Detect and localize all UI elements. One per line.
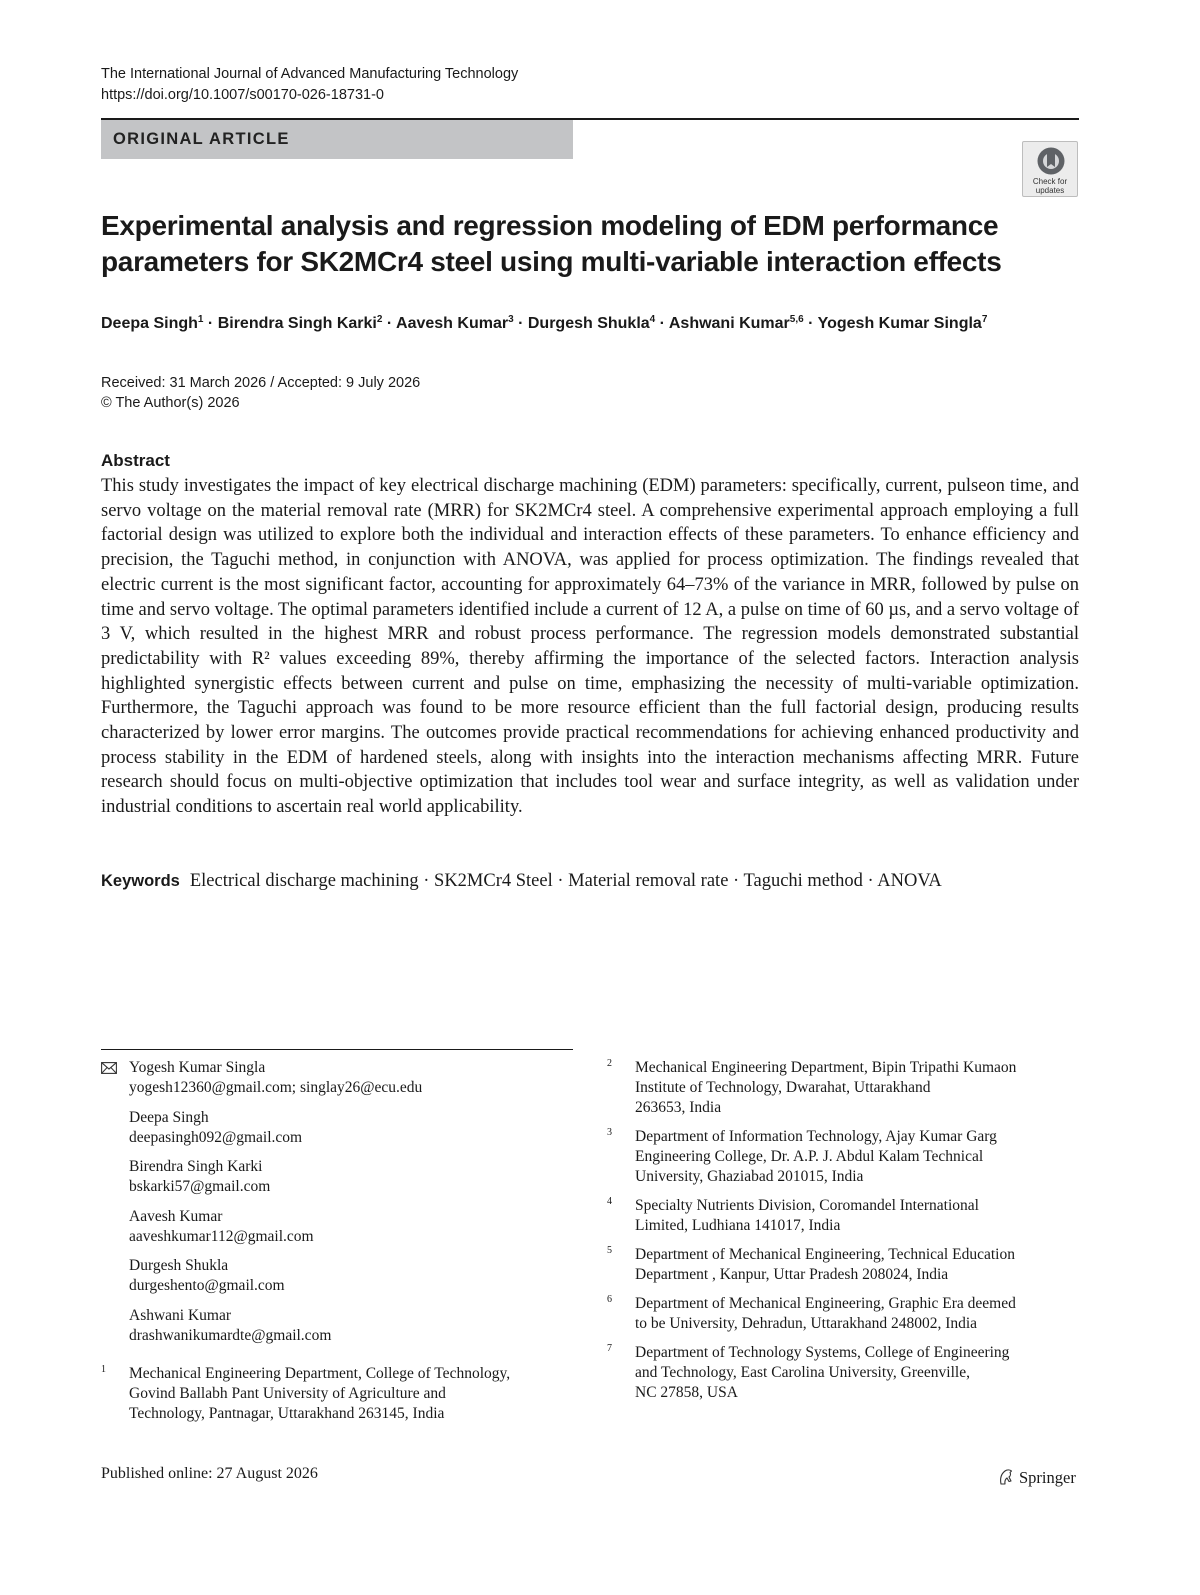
affiliation [607,1294,1067,1334]
affiliation-number: 1 [101,1364,106,1375]
affiliation-line: NC 27858, USA [635,1384,738,1401]
contact-name: Aavesh Kumar [129,1207,223,1225]
affiliation [101,1364,561,1424]
affiliations-right [607,1058,1067,1412]
author-separator: · [203,315,218,332]
author-separator: · [382,315,397,332]
contact-email[interactable]: durgeshento@gmail.com [129,1277,285,1294]
author-separator: · [803,315,818,332]
author-list [101,312,1101,336]
article-type-label: ORIGINAL ARTICLE [113,130,290,148]
contact-name: Deepa Singh [129,1108,209,1126]
affiliation [607,1127,1067,1187]
affiliation-number: 2 [607,1058,612,1069]
contact-name: Yogesh Kumar Singla [129,1059,266,1076]
contact-entry [101,1108,581,1148]
affiliation-line: and Technology, East Carolina University, Greenville, [635,1364,970,1381]
contact-name: Birendra Singh Karki [129,1158,263,1175]
springer-horse-icon [997,1468,1015,1486]
affiliation-line: Govind Ballabh Pant University of Agriculture and [129,1385,446,1402]
publisher-logo[interactable] [997,1468,1076,1488]
affiliation [607,1245,1067,1285]
keywords [101,869,1079,893]
affiliation-number: 4 [607,1196,612,1207]
keywords-label: Keywords [101,872,180,890]
affiliation-line: 263653, India [635,1099,722,1116]
article-dates [101,373,420,413]
affiliation [607,1196,1067,1236]
affiliation [607,1058,1067,1118]
author[interactable]: Aavesh Kumar$^3$ [396,314,514,332]
envelope-icon [101,1062,117,1074]
check-updates-line1: Check for [1032,177,1068,186]
affiliation-line: Department of Mechanical Engineering, Graphic Era deemed [635,1295,1016,1312]
author-separator: · [513,315,528,332]
affiliation-line: Institute of Technology, Dwarahat, Uttarakhand [635,1079,931,1096]
journal-name: The International Journal of Advanced Manufacturing Technology [101,66,519,82]
affiliation-number: 7 [607,1343,612,1354]
affiliation-number: 6 [607,1294,612,1305]
affiliation [607,1343,1067,1403]
received-accepted: Received: 31 March 2026 / Accepted: 9 July 2026 [101,375,421,391]
footnote-rule [101,1049,573,1050]
article-title: Experimental analysis and regression modeling of EDM performance parameters for SK2MCr4 steel using multi-variable interaction effects [101,210,1002,277]
affiliation-line: Technology, Pantnagar, Uttarakhand 263145, India [129,1405,445,1422]
affiliation-line: Mechanical Engineering Department, Bipin Tripathi Kumaon [635,1059,1017,1076]
affiliation-number: 3 [607,1127,612,1138]
affiliation-line: Department of Mechanical Engineering, Technical Education [635,1246,1015,1263]
contact-entry [101,1256,581,1296]
author[interactable]: Birendra Singh Karki$^2$ [217,314,383,332]
published-online: Published online: 27 August 2026 [101,1465,318,1482]
contact-entry [101,1058,581,1098]
contact-entry [101,1207,581,1247]
check-for-updates-button[interactable] [1022,141,1078,197]
copyright: © The Author(s) 2026 [101,395,240,411]
affiliation-line: Mechanical Engineering Department, College of Technology, [129,1365,511,1382]
doi-link[interactable]: https://doi.org/10.1007/s00170-026-18731-0 [101,87,384,103]
journal-header [101,64,518,106]
author[interactable]: Ashwani Kumar$^{5,6}$ [668,314,804,332]
affiliation-line: Department of Technology Systems, College of Engineering [635,1344,1010,1361]
corresponding-contacts [101,1058,581,1355]
contact-email[interactable]: drashwanikumardte@gmail.com [129,1326,332,1344]
affiliation-line: Engineering College, Dr. A.P. J. Abdul Kalam Technical [635,1148,984,1165]
affiliation-line: Limited, Ludhiana 141017, India [635,1217,841,1234]
contact-entry [101,1157,581,1197]
author[interactable]: Yogesh Kumar Singla$^7$ [817,314,988,332]
affiliation-line: University, Ghaziabad 201015, India [635,1168,864,1185]
contact-email[interactable]: aaveshkumar112@gmail.com [129,1227,314,1245]
contact-email[interactable]: yogesh12360@gmail.com; singlay26@ecu.edu [129,1079,423,1096]
affiliation-number: 5 [607,1245,612,1256]
abstract-text: This study investigates the impact of key electrical discharge machining (EDM) parameters: specifically, current, pulseon time, and servo voltage on the material removal rate (MRR) for SK2MCr4 steel. A comprehensive experimental approach employing a full factorial design was utilized to explore both the individual and interaction effects of these parameters. To enhance efficiency and precision, the Taguchi method, in conjunction with ANOVA, was applied for process optimization. The findings revealed that electric current is the most significant factor, accounting for approximately 64–73% of the variance in MRR, followed by pulse on time and servo voltage. The optimal parameters identified include a current of 12 A, a pulse on time of 60 µs, and a servo voltage of 3 V, which resulted in the highest MRR and robust process performance. The regression models demonstrated substantial predictability with R² values exceeding 89%, thereby affirming the importance of the selected factors. Interaction analysis highlighted synergistic effects between current and pulse on time, emphasizing the necessity of multi-variable optimization. Furthermore, the Taguchi approach was found to be more resource efficient than the full factorial design, producing results characterized by lower error margins. The outcomes provide practical recommendations for achieving enhanced productivity and process stability in the EDM of hardened steels, along with insights into the interaction mechanisms affecting MRR. Future research should focus on multi-objective optimization that includes tool wear and surface integrity, as well as validation under industrial conditions to ascertain real world applicability. [101,476,1079,818]
publisher-name: Springer [1019,1468,1076,1487]
keywords-text: Electrical discharge machining · SK2MCr4 Steel · Material removal rate · Taguchi method · ANOVA [189,871,942,891]
abstract-heading: Abstract [101,451,170,470]
affiliation-line: Specialty Nutrients Division, Coromandel International [635,1197,979,1214]
affiliation-line: to be University, Dehradun, Uttarakhand 248002, India [635,1315,978,1332]
bookmark-badge-icon [1036,146,1066,176]
contact-name: Ashwani Kumar [129,1306,232,1324]
contact-name: Durgesh Shukla [129,1257,229,1274]
check-updates-line2: updates [1035,185,1065,195]
affiliation-line: Department of Information Technology, Ajay Kumar Garg [635,1128,997,1145]
contact-email[interactable]: deepasingh092@gmail.com [129,1128,303,1146]
author[interactable]: Deepa Singh$^1$ [101,314,204,332]
author[interactable]: Durgesh Shukla$^4$ [527,314,656,332]
contact-email[interactable]: bskarki57@gmail.com [129,1178,271,1195]
affiliations-left [101,1364,561,1433]
author-separator: · [655,315,669,332]
article-type-banner [101,120,573,159]
contact-entry [101,1306,581,1346]
affiliation-line: Department , Kanpur, Uttar Pradesh 208024, India [635,1266,949,1283]
